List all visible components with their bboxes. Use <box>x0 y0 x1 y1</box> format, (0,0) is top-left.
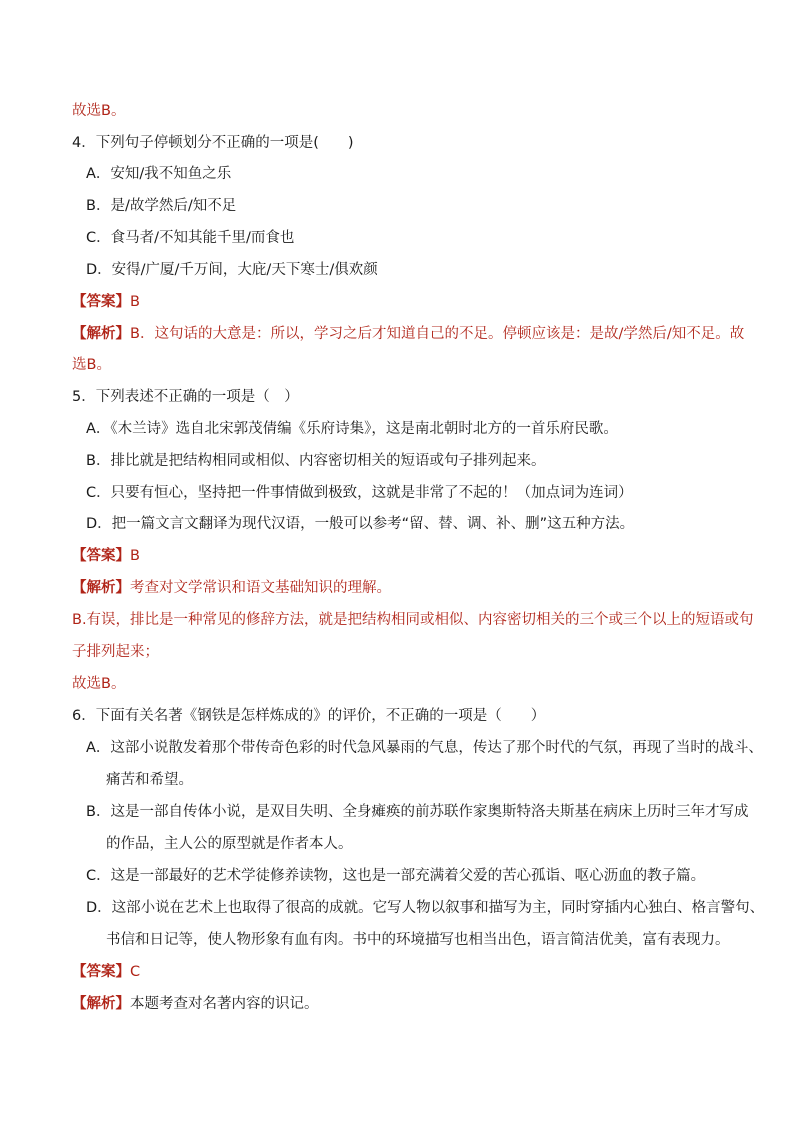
answer-tag: 【答案】 <box>72 548 130 564</box>
question-6-option-a: A．这部小说散发着那个带传奇色彩的时代急风暴雨的气息，传达了那个时代的气氛，再现了当时的战斗、 <box>86 740 763 756</box>
answer-value: C <box>130 964 141 980</box>
question-5-option-a: A．《木兰诗》选自北宋郭茂倩编《乐府诗集》，这是南北朝时北方的一首乐府民歌。 <box>86 421 618 437</box>
question-4-answer <box>72 292 140 312</box>
answer-value: B <box>130 548 140 564</box>
question-4-analysis <box>72 324 744 344</box>
analysis-tag: 【解析】 <box>72 326 130 342</box>
question-5-option-c: C．只要有恒心，坚持把一件事情做到极致，这就是非常了不起的！（加点词为连词） <box>86 485 633 501</box>
question-4-stem: 4．下列句子停顿划分不正确的一项是( ) <box>72 135 354 151</box>
question-4-option-c: C．食马者/不知其能千里/而食也 <box>86 230 295 246</box>
question-5-analysis <box>72 578 391 598</box>
question-6-option-b: B．这是一部自传体小说，是双目失明、全身瘫痪的前苏联作家奥斯特洛夫斯基在病床上历时三年才写成 <box>86 804 749 820</box>
question-5-analysis-line-2: 子排列起来； <box>72 644 159 660</box>
question-6-option-c: C．这是一部最好的艺术学徒修养读物，这也是一部充满着父爱的苦心孤诣、呕心沥血的教子篇。 <box>86 868 706 884</box>
question-5-stem: 5．下列表述不正确的一项是（ ） <box>72 389 299 405</box>
analysis-text: 本题考查对名著内容的识记。 <box>130 996 319 1012</box>
answer-value: B <box>130 294 140 310</box>
question-6-option-d-cont: 书信和日记等，使人物形象有血有肉。书中的环境描写也相当出色，语言简洁优美，富有表现力。 <box>106 932 730 948</box>
question-5-analysis-line-1: B.有误，排比是一种常见的修辞方法，就是把结构相同或相似、内容密切相关的三个或三个以上的短语或句 <box>72 612 754 628</box>
analysis-text: 考查对文学常识和语文基础知识的理解。 <box>130 580 391 596</box>
question-4-option-a: A．安知/我不知鱼之乐 <box>86 166 232 182</box>
question-4-option-b: B．是/故学然后/知不足 <box>86 198 237 214</box>
question-4-analysis-cont: 选B。 <box>72 357 111 373</box>
analysis-text: B．这句话的大意是：所以，学习之后才知道自己的不足。停顿应该是：是故/学然后/知不足。故 <box>130 326 745 342</box>
question-6-option-a-cont: 痛苦和希望。 <box>106 772 193 788</box>
question-6-analysis <box>72 994 319 1014</box>
question-4-option-d: D．安得/广厦/千万间，大庇/天下寒士/俱欢颜 <box>86 262 378 278</box>
analysis-tag: 【解析】 <box>72 996 130 1012</box>
analysis-tag: 【解析】 <box>72 580 130 596</box>
answer-tag: 【答案】 <box>72 964 130 980</box>
question-6-option-b-cont: 的作品，主人公的原型就是作者本人。 <box>106 836 353 852</box>
question-6-option-d: D．这部小说在艺术上也取得了很高的成就。它写人物以叙事和描写为主，同时穿插内心独白、格言警句、 <box>86 900 765 916</box>
question-6-stem: 6．下面有关名著《钢铁是怎样炼成的》的评价，不正确的一项是（ ） <box>72 708 546 724</box>
question-5-answer <box>72 546 140 566</box>
question-6-answer <box>72 962 140 982</box>
question-5-option-b: B．排比就是把结构相同或相似、内容密切相关的短语或句子排列起来。 <box>86 453 546 469</box>
answer-tag: 【答案】 <box>72 294 130 310</box>
prev-conclusion: 故选B。 <box>72 103 126 119</box>
question-5-option-d: D．把一篇文言文翻译为现代汉语，一般可以参考“留、替、调、补、删”这五种方法。 <box>86 516 635 532</box>
question-5-conclusion: 故选B。 <box>72 676 126 692</box>
